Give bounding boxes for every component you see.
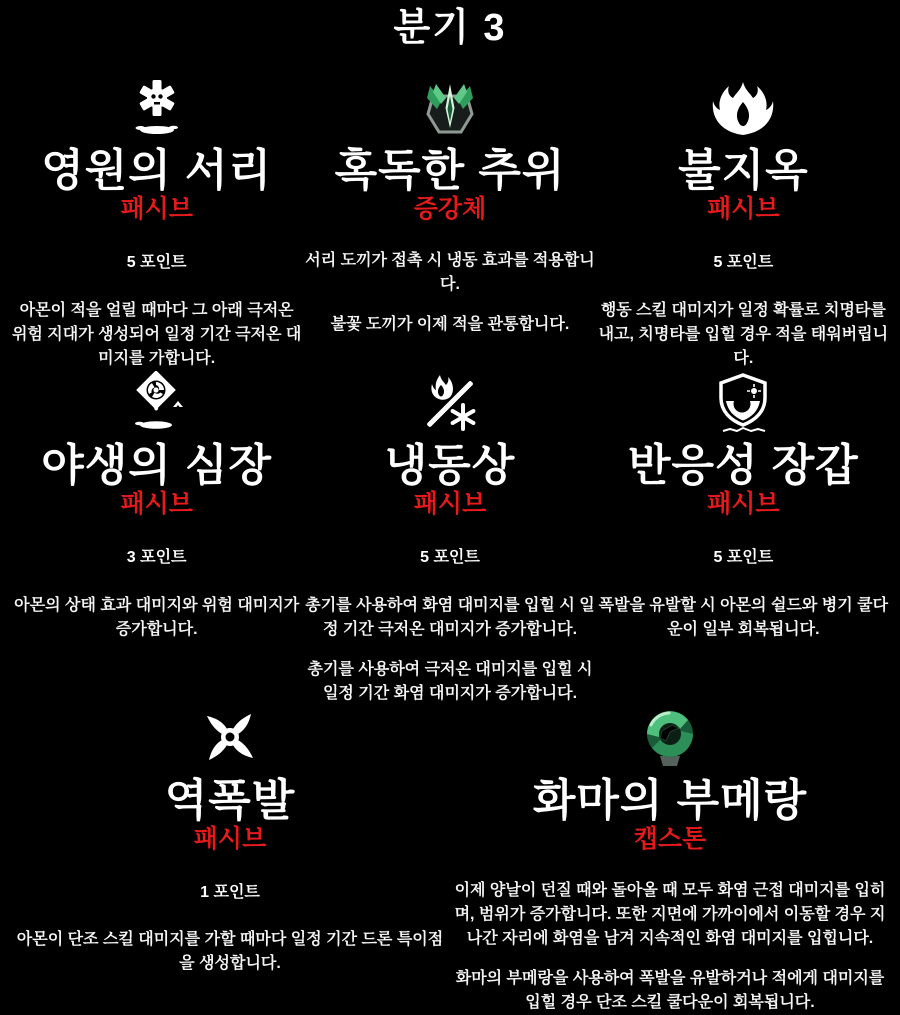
- vortex-shuriken-icon: [196, 706, 264, 770]
- skill-points: 5 포인트: [713, 254, 774, 272]
- skill-row-2: [0, 371, 900, 706]
- skill-description: 화마의 부메랑을 사용하여 폭발을 유발하거나 적에게 대미지를 입힐 경우 단조 스킬 쿨다운이 회복됩니다.: [455, 970, 885, 1012]
- flame-icon: [709, 76, 777, 140]
- skill-card-heart-of-the-wild: [10, 371, 303, 706]
- skill-type-badge: 패시브: [120, 489, 193, 518]
- skill-points: 5 포인트: [713, 549, 774, 567]
- skill-type-badge: 증강체: [413, 194, 487, 223]
- frost-axe-badge-icon: [416, 76, 484, 140]
- skill-card-harsh-cold: [303, 76, 596, 371]
- skill-title: 혹독한 추위: [334, 145, 566, 195]
- skill-description: 총기를 사용하여 화염 대미지를 입힐 시 일정 기간 극저온 대미지가 증가합니다.: [305, 596, 595, 638]
- skill-title: 야생의 심장: [41, 440, 273, 490]
- page-title: 분기 3: [393, 7, 507, 49]
- skill-title: 영원의 서리: [41, 145, 273, 195]
- skill-card-firestorm-boomerang: [450, 706, 890, 1015]
- skill-title: 화마의 부메랑: [532, 775, 808, 825]
- skill-type-badge: 패시브: [707, 489, 780, 518]
- skill-description: 서리 도끼가 접촉 시 냉동 효과를 적용합니다.: [305, 252, 595, 294]
- skill-points: 5 포인트: [126, 254, 187, 272]
- skill-type-badge: 패시브: [707, 194, 780, 223]
- skill-title: 냉동상: [384, 440, 516, 490]
- skill-description: 불꽃 도끼가 이제 적을 관통합니다.: [330, 316, 570, 334]
- skill-type-badge: 캡스톤: [633, 824, 707, 853]
- skill-points: 1 포인트: [200, 884, 260, 902]
- skill-type-badge: 패시브: [120, 194, 193, 223]
- skill-title: 반응성 장갑: [627, 440, 859, 490]
- skill-description: 이제 양날이 던질 때와 돌아올 때 모두 화염 근접 대미지를 입히며, 범위가 증가합니다. 또한 지면에 가까이에서 이동할 경우 지나간 자리에 화염을 남겨 지속적인 화염 대미지를 입힙니다.: [454, 882, 886, 948]
- skill-points: 5 포인트: [420, 549, 480, 567]
- skill-points: 3 포인트: [126, 549, 187, 567]
- skill-description: 아몬이 단조 스킬 대미지를 가할 때마다 일정 기간 드론 특이점을 생성합니다.: [16, 931, 444, 973]
- skill-title: 역폭발: [164, 775, 296, 825]
- skill-card-frostburn: [303, 371, 596, 706]
- skill-type-badge: 패시브: [193, 824, 267, 853]
- green-boomerang-badge-icon: [636, 706, 704, 770]
- skill-card-inferno: [597, 76, 890, 371]
- skill-type-badge: 패시브: [413, 489, 487, 518]
- skill-title: 불지옥: [678, 145, 809, 195]
- frost-skull-icon: [123, 76, 191, 140]
- skill-card-reverse-blast: [10, 706, 450, 1015]
- flame-snowflake-icon: [416, 371, 484, 435]
- skill-description: 아몬이 적을 얼릴 때마다 그 아래 극저온 위험 지대가 생성되어 일정 기간 극저온 대미지를 가합니다.: [11, 301, 302, 367]
- skill-description: 아몬의 상태 효과 대미지와 위험 대미지가 증가합니다.: [14, 596, 300, 638]
- skill-row-3: [0, 706, 900, 1015]
- skill-description: 폭발을 유발할 시 아몬의 쉴드와 병기 쿨다운이 일부 회복됩니다.: [598, 596, 889, 638]
- skill-row-1: [0, 76, 900, 371]
- shield-bomb-icon: [709, 371, 777, 435]
- skill-card-eternal-frost: [10, 76, 303, 371]
- hazard-diamond-icon: [123, 371, 191, 435]
- skill-description: 총기를 사용하여 극저온 대미지를 입힐 시 일정 기간 화염 대미지가 증가합니다.: [307, 660, 593, 702]
- skill-card-reactive-armor: [597, 371, 890, 706]
- skill-description: 행동 스킬 대미지가 일정 확률로 치명타를 내고, 치명타를 입힐 경우 적을 태워버립니다.: [598, 301, 889, 367]
